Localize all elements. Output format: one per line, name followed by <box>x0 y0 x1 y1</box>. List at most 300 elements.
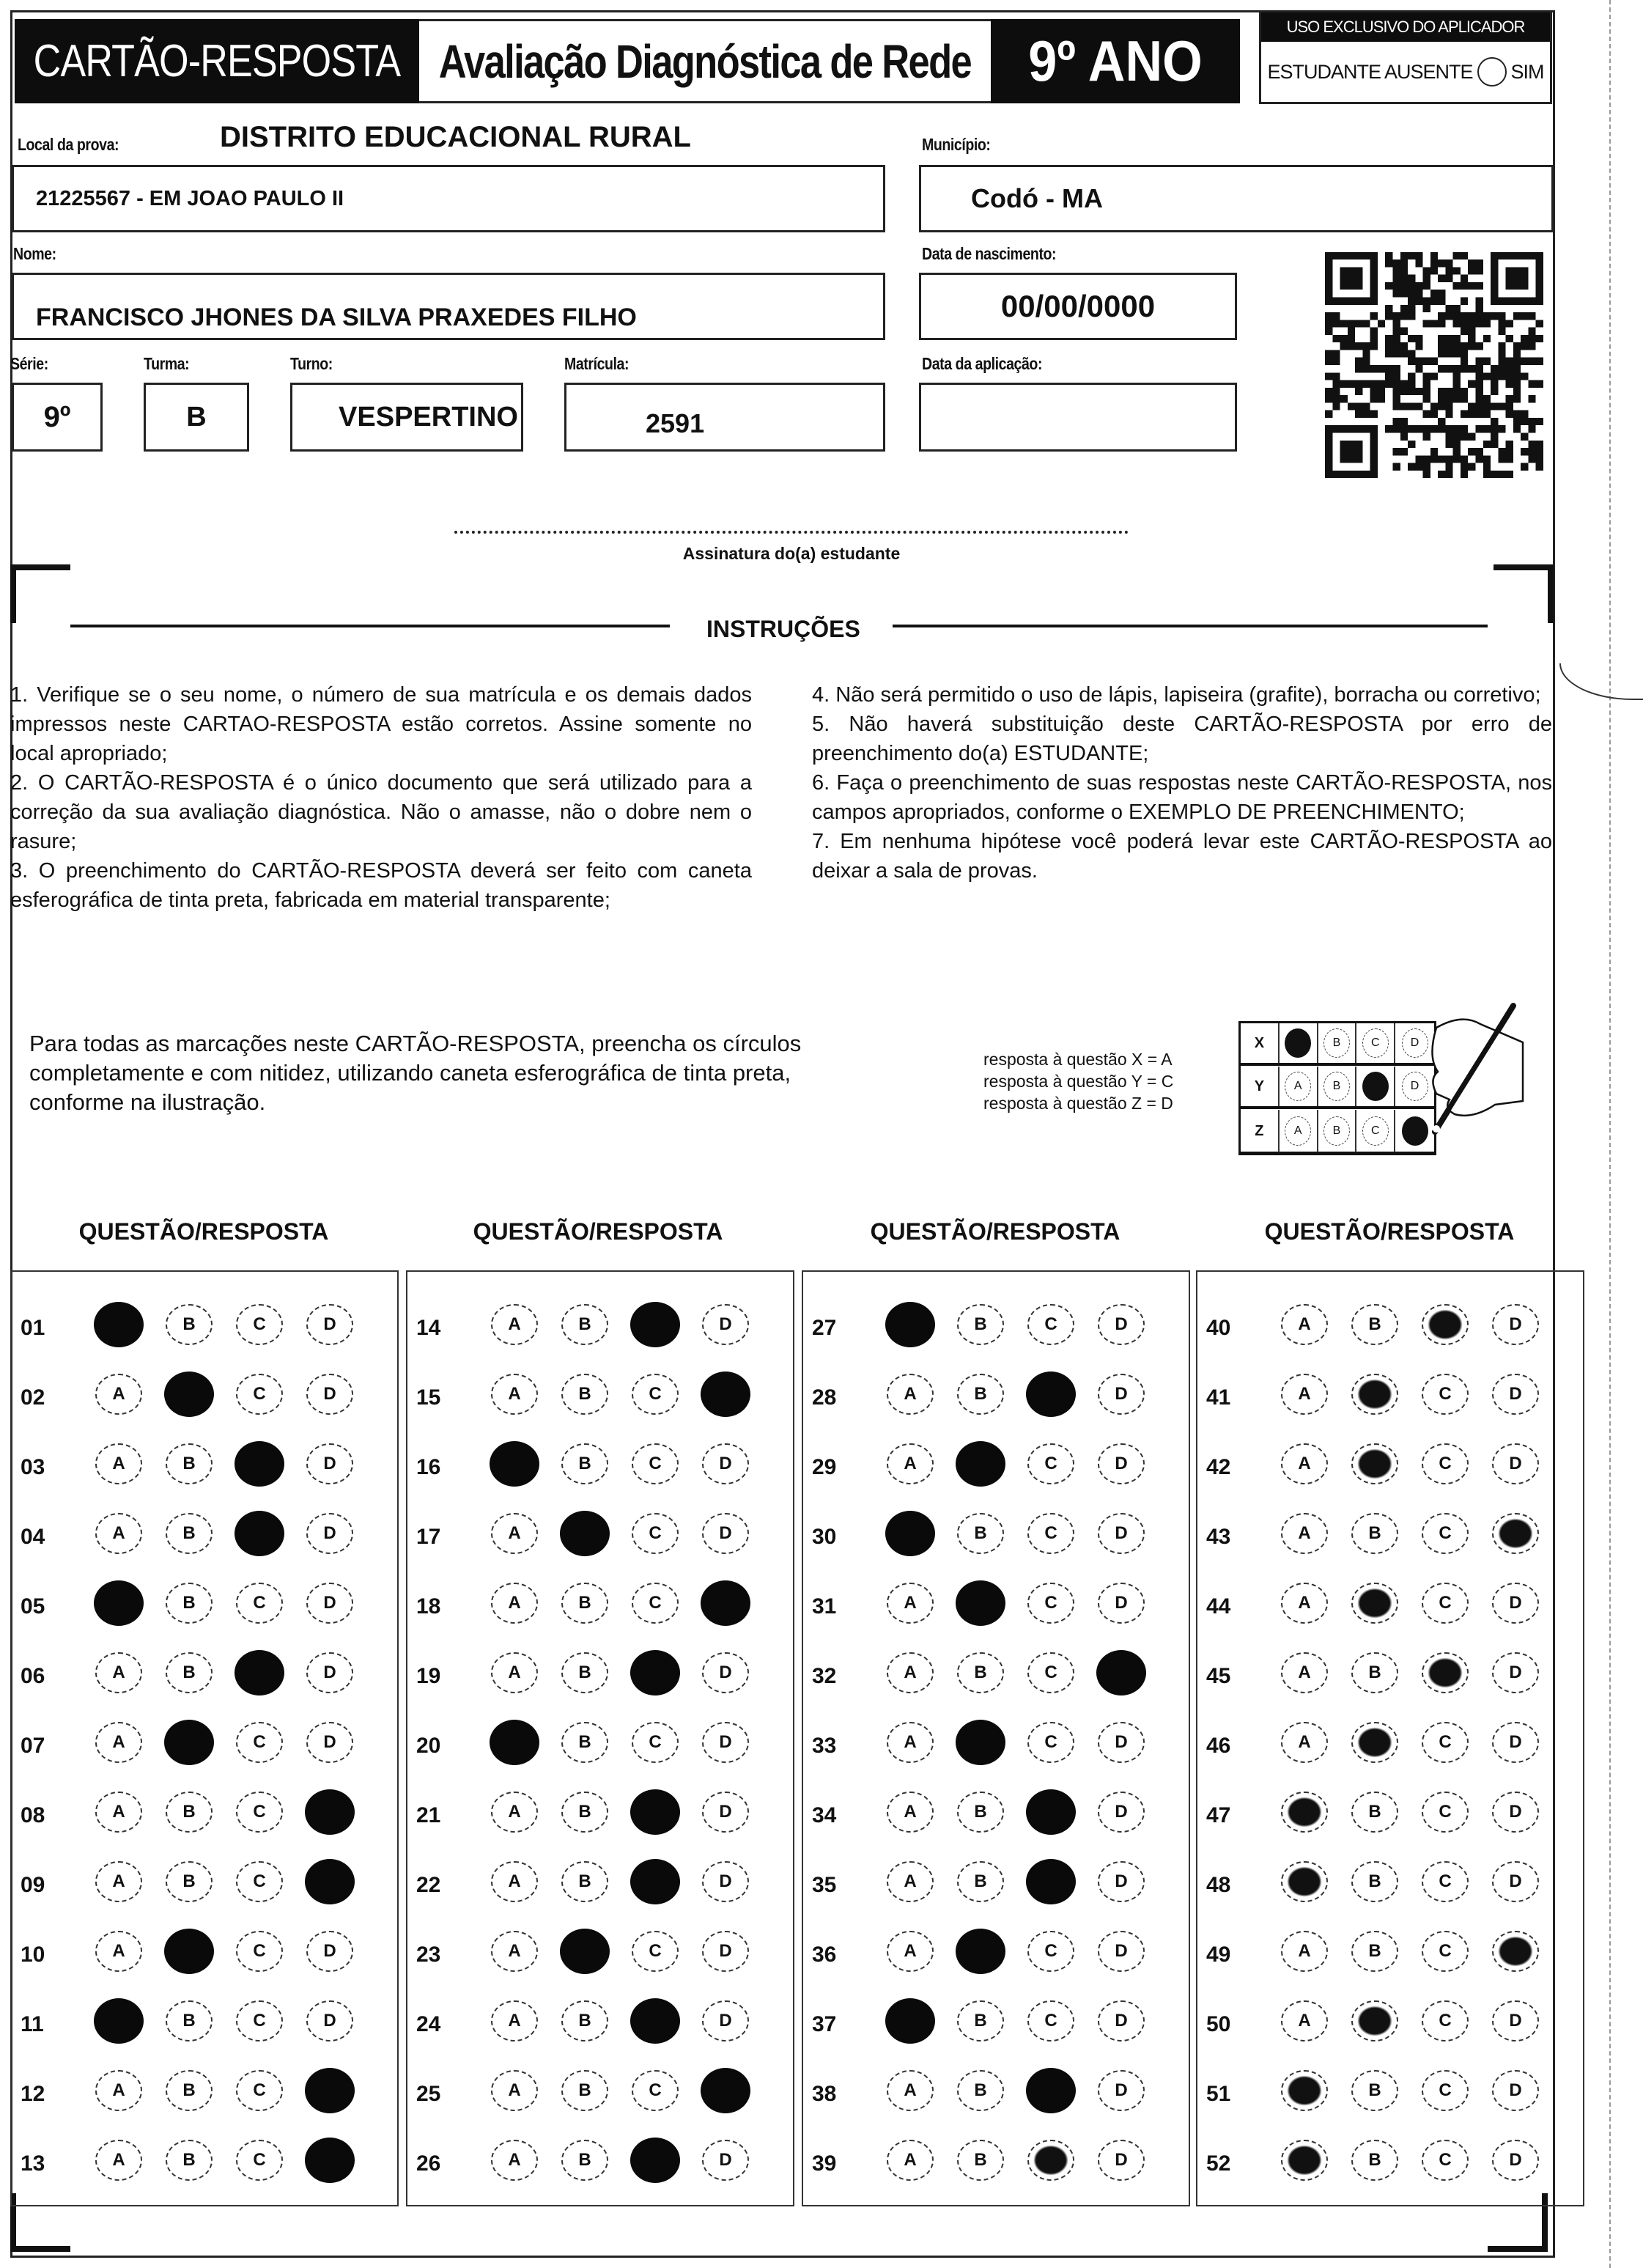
answer-bubble-b[interactable]: B <box>957 2140 1004 2181</box>
answer-bubble-c[interactable] <box>1026 1372 1076 1417</box>
answer-bubble-a[interactable] <box>1281 1792 1328 1833</box>
question-row <box>1197 1583 1583 1635</box>
answer-bubble-c[interactable]: C <box>1027 1443 1074 1484</box>
answer-bubble-a[interactable]: A <box>887 1861 934 1902</box>
answer-bubble-c[interactable]: C <box>236 1304 283 1345</box>
answer-bubble-b[interactable] <box>560 1511 610 1556</box>
assessment-title-banner <box>419 19 991 103</box>
answer-bubble-c[interactable] <box>1026 2068 1076 2113</box>
answer-bubble-c[interactable]: C <box>1422 1374 1469 1415</box>
answer-bubble-d[interactable] <box>1492 1931 1539 1972</box>
answer-bubble-b[interactable]: B <box>166 1513 213 1554</box>
instruction-item: 1. Verifique se o seu nome, o número de sua matrícula e os demais dados impressos neste CARTAO-RESPOSTA estão corretos. Assine somente no local apropriado; <box>10 683 752 765</box>
answer-bubble-d[interactable] <box>1096 1650 1146 1696</box>
answer-bubble-b[interactable]: B <box>957 2070 1004 2111</box>
answer-bubble-b[interactable]: B <box>166 1443 213 1484</box>
example-row-label: X <box>1241 1023 1280 1063</box>
answer-bubble-d[interactable] <box>305 2068 355 2113</box>
answer-bubble-c[interactable] <box>1026 1859 1076 1904</box>
answer-bubble-c[interactable]: C <box>236 1792 283 1833</box>
answer-bubble-c[interactable]: C <box>1027 1583 1074 1624</box>
answer-bubble-d[interactable]: D <box>1492 2000 1539 2041</box>
answer-bubble-a[interactable]: A <box>95 1443 142 1484</box>
answer-bubble-d[interactable]: D <box>1098 2000 1145 2041</box>
answer-bubble-d[interactable] <box>701 2068 750 2113</box>
answer-bubble-d[interactable]: D <box>702 1652 749 1693</box>
question-number: 46 <box>1206 1734 1231 1758</box>
question-number: 21 <box>416 1803 441 1827</box>
answer-bubble-c[interactable]: C <box>236 1583 283 1624</box>
answer-bubble-d[interactable]: D <box>1098 1374 1145 1415</box>
answer-bubble-b[interactable]: B <box>957 1652 1004 1693</box>
question-number: 05 <box>21 1594 45 1619</box>
answer-bubble-b[interactable]: B <box>561 1722 608 1763</box>
answer-bubble-d[interactable]: D <box>306 1443 353 1484</box>
answer-bubble-c[interactable] <box>1422 1304 1469 1345</box>
answer-bubble-a[interactable] <box>885 1511 935 1556</box>
answer-bubble-c[interactable]: C <box>632 1374 679 1415</box>
answer-bubble-a[interactable]: A <box>491 2140 538 2181</box>
answer-bubble-c[interactable] <box>235 1650 284 1696</box>
answer-bubble-a[interactable]: A <box>95 1722 142 1763</box>
answer-bubble-b[interactable] <box>164 1929 214 1974</box>
answer-bubble-a[interactable]: A <box>491 1931 538 1972</box>
answer-bubble-a[interactable]: A <box>491 1513 538 1554</box>
answer-bubble-a[interactable]: A <box>887 1722 934 1763</box>
question-row <box>1197 2140 1583 2192</box>
answer-bubble-a[interactable] <box>1281 2070 1328 2111</box>
answer-bubble-c[interactable] <box>1027 2140 1074 2181</box>
question-row <box>803 1443 1189 1496</box>
question-row <box>1197 2070 1583 2123</box>
answer-bubble-d[interactable]: D <box>702 1931 749 1972</box>
answer-bubble-a[interactable]: A <box>1281 1304 1328 1345</box>
question-row <box>1197 1374 1583 1426</box>
answer-bubble-c[interactable]: C <box>632 1513 679 1554</box>
answer-bubble-b[interactable] <box>560 1929 610 1974</box>
question-row <box>803 2000 1189 2053</box>
answer-bubble-a[interactable] <box>490 1720 539 1765</box>
example-cell <box>1356 1067 1395 1106</box>
question-number: 51 <box>1206 2082 1231 2106</box>
answer-bubble-a[interactable]: A <box>887 1652 934 1693</box>
answer-bubble-d[interactable]: D <box>1098 1792 1145 1833</box>
answer-bubble-a[interactable] <box>94 1580 144 1626</box>
signature-line[interactable] <box>454 531 1129 534</box>
answer-bubble-a[interactable]: A <box>887 1374 934 1415</box>
answer-bubble-c[interactable]: C <box>1422 1722 1469 1763</box>
answer-bubble-d[interactable] <box>1492 1513 1539 1554</box>
answer-bubble-c[interactable] <box>630 1998 680 2044</box>
answer-bubble-d[interactable] <box>701 1580 750 1626</box>
answer-bubble-c[interactable]: C <box>1027 1304 1074 1345</box>
instruction-item: 4. Não será permitido o uso de lápis, lapiseira (grafite), borracha ou corretivo; <box>812 683 1541 707</box>
answer-bubble-a[interactable]: A <box>887 1931 934 1972</box>
question-number: 32 <box>812 1664 837 1688</box>
question-row <box>407 1513 793 1566</box>
answer-bubble-b[interactable]: B <box>166 1304 213 1345</box>
answer-bubble-a[interactable]: A <box>887 1583 934 1624</box>
answer-bubble-c[interactable]: C <box>632 1583 679 1624</box>
answer-bubble-d[interactable]: D <box>306 1513 353 1554</box>
answer-bubble-d[interactable]: D <box>1492 2140 1539 2181</box>
answer-bubble-b[interactable] <box>1351 1443 1398 1484</box>
answer-bubble-c[interactable]: C <box>1027 1722 1074 1763</box>
answer-bubble-a[interactable]: A <box>95 1652 142 1693</box>
question-row <box>407 1374 793 1426</box>
answer-bubble-b[interactable]: B <box>957 1513 1004 1554</box>
answer-bubble-a[interactable] <box>1281 2140 1328 2181</box>
answer-bubble-c[interactable] <box>630 2138 680 2183</box>
answer-bubble-b[interactable]: B <box>166 2070 213 2111</box>
answer-bubble-b[interactable]: B <box>1351 1513 1398 1554</box>
answer-bubble-a[interactable]: A <box>95 1513 142 1554</box>
answer-bubble-a[interactable] <box>94 1302 144 1347</box>
question-number: 48 <box>1206 1873 1231 1897</box>
answer-bubble-c[interactable] <box>1422 1652 1469 1693</box>
answer-bubble-a[interactable] <box>1281 1861 1328 1902</box>
answer-bubble-b[interactable] <box>956 1580 1005 1626</box>
question-number: 02 <box>21 1385 45 1410</box>
answer-bubble-c[interactable]: C <box>1027 1513 1074 1554</box>
answer-bubble-a[interactable]: A <box>887 2140 934 2181</box>
answer-bubble-a[interactable] <box>94 1998 144 2044</box>
answer-bubble-d[interactable]: D <box>1492 1304 1539 1345</box>
answer-bubble-d[interactable]: D <box>1098 1861 1145 1902</box>
answer-bubble-d[interactable]: D <box>306 1931 353 1972</box>
answer-bubble-a[interactable] <box>885 1998 935 2044</box>
question-number: 20 <box>416 1734 441 1758</box>
answer-bubble-a[interactable]: A <box>1281 1374 1328 1415</box>
answer-bubble-c[interactable]: C <box>236 2070 283 2111</box>
question-row <box>803 1792 1189 1844</box>
question-number: 15 <box>416 1385 441 1410</box>
answer-bubble-c[interactable]: C <box>236 1374 283 1415</box>
answer-bubble-b[interactable] <box>1351 1722 1398 1763</box>
question-number: 33 <box>812 1734 837 1758</box>
answer-bubble-b[interactable]: B <box>166 1583 213 1624</box>
example-legend-line: resposta à questão Y = C <box>983 1072 1174 1091</box>
question-number: 39 <box>812 2151 837 2176</box>
question-row <box>12 2000 397 2053</box>
question-number: 26 <box>416 2151 441 2176</box>
answer-bubble-d[interactable]: D <box>702 1861 749 1902</box>
answer-bubble-d[interactable]: D <box>702 1722 749 1763</box>
answer-bubble-c[interactable]: C <box>1422 2070 1469 2111</box>
question-row <box>1197 2000 1583 2053</box>
answer-bubble-d[interactable]: D <box>702 2140 749 2181</box>
answer-bubble-a[interactable]: A <box>1281 1722 1328 1763</box>
answer-bubble-b[interactable]: B <box>1351 1931 1398 1972</box>
qr-code-icon <box>1325 251 1543 479</box>
answer-bubble-b[interactable] <box>1351 1374 1398 1415</box>
answer-bubble-d[interactable]: D <box>1492 2070 1539 2111</box>
question-row <box>12 1792 397 1844</box>
answer-bubble-c[interactable] <box>235 1441 284 1487</box>
answer-bubble-c[interactable]: C <box>236 2140 283 2181</box>
application-date-field[interactable] <box>919 383 1237 452</box>
answer-bubble-c[interactable]: C <box>236 1931 283 1972</box>
corner-mark-top-left <box>10 564 70 623</box>
question-number: 22 <box>416 1873 441 1897</box>
answer-bubble-b[interactable]: B <box>561 1652 608 1693</box>
question-row <box>12 1443 397 1496</box>
example-bubble-d: D <box>1402 1028 1428 1058</box>
question-number: 47 <box>1206 1803 1231 1827</box>
answer-grid-column-3 <box>802 1270 1190 2206</box>
answer-bubble-b[interactable]: B <box>561 1374 608 1415</box>
answer-bubble-c[interactable]: C <box>1027 1931 1074 1972</box>
answer-bubble-d[interactable] <box>701 1372 750 1417</box>
answer-bubble-d[interactable] <box>305 2138 355 2183</box>
answer-bubble-c[interactable] <box>630 1789 680 1835</box>
filling-example-legend <box>983 1048 1225 1114</box>
answer-bubble-d[interactable]: D <box>1098 1931 1145 1972</box>
answer-bubble-b[interactable]: B <box>561 2000 608 2041</box>
answer-bubble-a[interactable]: A <box>95 2070 142 2111</box>
answer-bubble-b[interactable]: B <box>957 1374 1004 1415</box>
answer-bubble-d[interactable]: D <box>702 1792 749 1833</box>
question-row <box>12 1513 397 1566</box>
answer-bubble-d[interactable]: D <box>1492 1443 1539 1484</box>
birth-date-label: Data de nascimento: <box>922 244 1057 263</box>
answer-bubble-b[interactable] <box>1351 1583 1398 1624</box>
answer-bubble-b[interactable]: B <box>1351 2070 1398 2111</box>
answer-bubble-b[interactable]: B <box>1351 2140 1398 2181</box>
answer-bubble-a[interactable]: A <box>1281 1652 1328 1693</box>
answer-bubble-d[interactable]: D <box>1098 1583 1145 1624</box>
question-number: 08 <box>21 1803 45 1827</box>
answer-bubble-b[interactable] <box>164 1372 214 1417</box>
birth-date-value: 00/00/0000 <box>1000 289 1156 323</box>
answer-bubble-d[interactable]: D <box>1492 1374 1539 1415</box>
answer-bubble-b[interactable]: B <box>561 1861 608 1902</box>
answer-bubble-a[interactable]: A <box>95 1931 142 1972</box>
question-row <box>1197 1931 1583 1984</box>
instructions-rule-left <box>70 625 670 627</box>
shift-field <box>290 383 523 452</box>
question-row <box>1197 1652 1583 1705</box>
question-row <box>803 1722 1189 1775</box>
answer-bubble-c[interactable] <box>630 1859 680 1904</box>
birth-date-field <box>919 273 1237 340</box>
answer-bubble-b[interactable] <box>956 1441 1005 1487</box>
answer-bubble-a[interactable]: A <box>491 2070 538 2111</box>
answer-bubble-d[interactable]: D <box>1098 1513 1145 1554</box>
question-number: 07 <box>21 1734 45 1758</box>
instructions-left-column <box>10 680 752 915</box>
example-bubble-c: C <box>1362 1116 1389 1146</box>
grade-label: 9º ANO <box>1028 29 1203 93</box>
example-row-label: Y <box>1241 1067 1280 1106</box>
answer-bubble-b[interactable]: B <box>561 1792 608 1833</box>
answer-bubble-c[interactable]: C <box>632 1931 679 1972</box>
example-legend-line: resposta à questão X = A <box>983 1050 1173 1069</box>
answer-bubble-c[interactable] <box>235 1511 284 1556</box>
answer-bubble-c[interactable]: C <box>1422 1861 1469 1902</box>
answer-bubble-a[interactable]: A <box>95 1374 142 1415</box>
answer-bubble-a[interactable]: A <box>491 2000 538 2041</box>
example-bubble-c <box>1362 1072 1389 1101</box>
answer-bubble-c[interactable]: C <box>1422 1931 1469 1972</box>
answer-bubble-a[interactable]: A <box>887 2070 934 2111</box>
answer-bubble-c[interactable]: C <box>236 2000 283 2041</box>
answer-bubble-a[interactable]: A <box>887 1792 934 1833</box>
answer-bubble-d[interactable]: D <box>702 1443 749 1484</box>
assessment-title: Avaliação Diagnóstica de Rede <box>438 34 972 88</box>
example-cell <box>1318 1110 1357 1152</box>
answer-bubble-c[interactable] <box>1026 1789 1076 1835</box>
question-number: 01 <box>21 1316 45 1340</box>
answer-bubble-d[interactable]: D <box>1098 1304 1145 1345</box>
question-row <box>803 1861 1189 1914</box>
applicator-box <box>1259 10 1552 104</box>
answer-bubble-a[interactable]: A <box>95 1792 142 1833</box>
answer-bubble-d[interactable]: D <box>306 1652 353 1693</box>
answer-grid-column-4 <box>1196 1270 1584 2206</box>
answer-bubble-a[interactable]: A <box>491 1861 538 1902</box>
answer-bubble-d[interactable]: D <box>702 1304 749 1345</box>
example-bubble-c: C <box>1362 1028 1389 1058</box>
answer-bubble-b[interactable]: B <box>166 2140 213 2181</box>
answer-bubble-b[interactable]: B <box>1351 1861 1398 1902</box>
answer-bubble-b[interactable]: B <box>166 1792 213 1833</box>
answer-bubble-c[interactable]: C <box>632 1443 679 1484</box>
answer-bubble-a[interactable]: A <box>1281 1931 1328 1972</box>
answer-bubble-c[interactable]: C <box>1027 2000 1074 2041</box>
answer-bubble-c[interactable]: C <box>236 1722 283 1763</box>
answer-bubble-b[interactable] <box>1351 2000 1398 2041</box>
answer-bubble-b[interactable]: B <box>561 2140 608 2181</box>
question-number: 45 <box>1206 1664 1231 1688</box>
answer-bubble-b[interactable]: B <box>561 1304 608 1345</box>
answer-bubble-a[interactable]: A <box>1281 2000 1328 2041</box>
example-cell <box>1318 1023 1357 1063</box>
absent-student-checkbox[interactable] <box>1477 57 1507 86</box>
answer-bubble-d[interactable]: D <box>306 1304 353 1345</box>
answer-bubble-a[interactable]: A <box>95 2140 142 2181</box>
answer-bubble-c[interactable]: C <box>632 2070 679 2111</box>
answer-bubble-c[interactable]: C <box>1422 1513 1469 1554</box>
instructions-right-column <box>812 680 1552 886</box>
answer-bubble-b[interactable]: B <box>166 1652 213 1693</box>
question-row <box>12 1722 397 1775</box>
answer-bubble-d[interactable]: D <box>1492 1792 1539 1833</box>
answer-bubble-b[interactable]: B <box>957 2000 1004 2041</box>
question-number: 16 <box>416 1455 441 1479</box>
answer-bubble-a[interactable]: A <box>1281 1583 1328 1624</box>
answer-bubble-a[interactable]: A <box>491 1583 538 1624</box>
question-row <box>803 2070 1189 2123</box>
applicator-heading: USO EXCLUSIVO DO APLICADOR <box>1261 12 1550 42</box>
answer-bubble-a[interactable]: A <box>1281 1443 1328 1484</box>
answer-bubble-b[interactable]: B <box>561 2070 608 2111</box>
answer-bubble-d[interactable]: D <box>1098 1443 1145 1484</box>
answer-bubble-d[interactable]: D <box>1492 1722 1539 1763</box>
answer-grid-column-2 <box>406 1270 794 2206</box>
answer-bubble-d[interactable]: D <box>306 1583 353 1624</box>
example-bubble-b: B <box>1323 1028 1350 1058</box>
question-row <box>1197 1792 1583 1844</box>
question-row <box>803 1513 1189 1566</box>
answer-bubble-b[interactable]: B <box>561 1583 608 1624</box>
answer-bubble-b[interactable]: B <box>1351 1304 1398 1345</box>
question-row <box>407 1722 793 1775</box>
answer-bubble-a[interactable] <box>885 1302 935 1347</box>
answer-bubble-b[interactable]: B <box>957 1861 1004 1902</box>
enrollment-label: Matrícula: <box>564 354 629 373</box>
answer-bubble-c[interactable]: C <box>1422 1792 1469 1833</box>
answer-bubble-b[interactable]: B <box>957 1792 1004 1833</box>
answer-bubble-d[interactable]: D <box>1492 1583 1539 1624</box>
answer-bubble-a[interactable] <box>490 1441 539 1487</box>
answer-bubble-d[interactable]: D <box>306 1722 353 1763</box>
answer-bubble-d[interactable]: D <box>306 1374 353 1415</box>
question-row <box>407 2070 793 2123</box>
answer-bubble-b[interactable] <box>164 1720 214 1765</box>
answer-bubble-a[interactable]: A <box>887 1443 934 1484</box>
question-row <box>803 2140 1189 2192</box>
answer-bubble-c[interactable]: C <box>632 1722 679 1763</box>
answer-bubble-d[interactable]: D <box>1098 2140 1145 2181</box>
enrollment-value: 2591 <box>646 408 705 438</box>
answer-bubble-b[interactable]: B <box>561 1443 608 1484</box>
answer-bubble-c[interactable]: C <box>1027 1652 1074 1693</box>
answer-bubble-c[interactable]: C <box>1422 2000 1469 2041</box>
answer-bubble-c[interactable]: C <box>1422 1583 1469 1624</box>
answer-bubble-b[interactable] <box>956 1720 1005 1765</box>
question-row <box>12 1374 397 1426</box>
answer-bubble-d[interactable] <box>305 1789 355 1835</box>
answer-bubble-c[interactable]: C <box>1422 2140 1469 2181</box>
answer-bubble-d[interactable] <box>305 1859 355 1904</box>
answer-bubble-a[interactable]: A <box>491 1792 538 1833</box>
answer-bubble-d[interactable]: D <box>1098 1722 1145 1763</box>
answer-bubble-c[interactable]: C <box>1422 1443 1469 1484</box>
absent-student-field <box>1261 42 1550 102</box>
answer-bubble-d[interactable]: D <box>702 1513 749 1554</box>
class-field <box>144 383 249 452</box>
class-label: Turma: <box>144 354 190 373</box>
answer-bubble-b[interactable]: B <box>957 1304 1004 1345</box>
answer-bubble-a[interactable]: A <box>491 1374 538 1415</box>
answer-bubble-a[interactable]: A <box>95 1861 142 1902</box>
answer-bubble-a[interactable]: A <box>491 1304 538 1345</box>
answer-bubble-b[interactable]: B <box>166 2000 213 2041</box>
answer-bubble-b[interactable]: B <box>166 1861 213 1902</box>
question-row <box>803 1931 1189 1984</box>
answer-bubble-d[interactable]: D <box>1492 1652 1539 1693</box>
question-number: 44 <box>1206 1594 1231 1619</box>
shift-value: VESPERTINO <box>339 401 518 432</box>
answer-bubble-b[interactable] <box>956 1929 1005 1974</box>
answer-bubble-d[interactable]: D <box>306 2000 353 2041</box>
absent-student-label: ESTUDANTE AUSENTE <box>1267 60 1473 83</box>
answer-bubble-c[interactable] <box>630 1302 680 1347</box>
answer-bubble-a[interactable]: A <box>491 1652 538 1693</box>
answer-bubble-d[interactable]: D <box>1098 2070 1145 2111</box>
answer-bubble-a[interactable]: A <box>1281 1513 1328 1554</box>
answer-bubble-c[interactable]: C <box>236 1861 283 1902</box>
answer-bubble-d[interactable]: D <box>702 2000 749 2041</box>
answer-bubble-b[interactable]: B <box>1351 1792 1398 1833</box>
answer-bubble-c[interactable] <box>630 1650 680 1696</box>
answer-bubble-b[interactable]: B <box>1351 1652 1398 1693</box>
question-number: 50 <box>1206 2012 1231 2036</box>
answer-bubble-d[interactable]: D <box>1492 1861 1539 1902</box>
question-number: 30 <box>812 1525 837 1549</box>
exam-location-label: Local da prova: <box>18 135 119 154</box>
